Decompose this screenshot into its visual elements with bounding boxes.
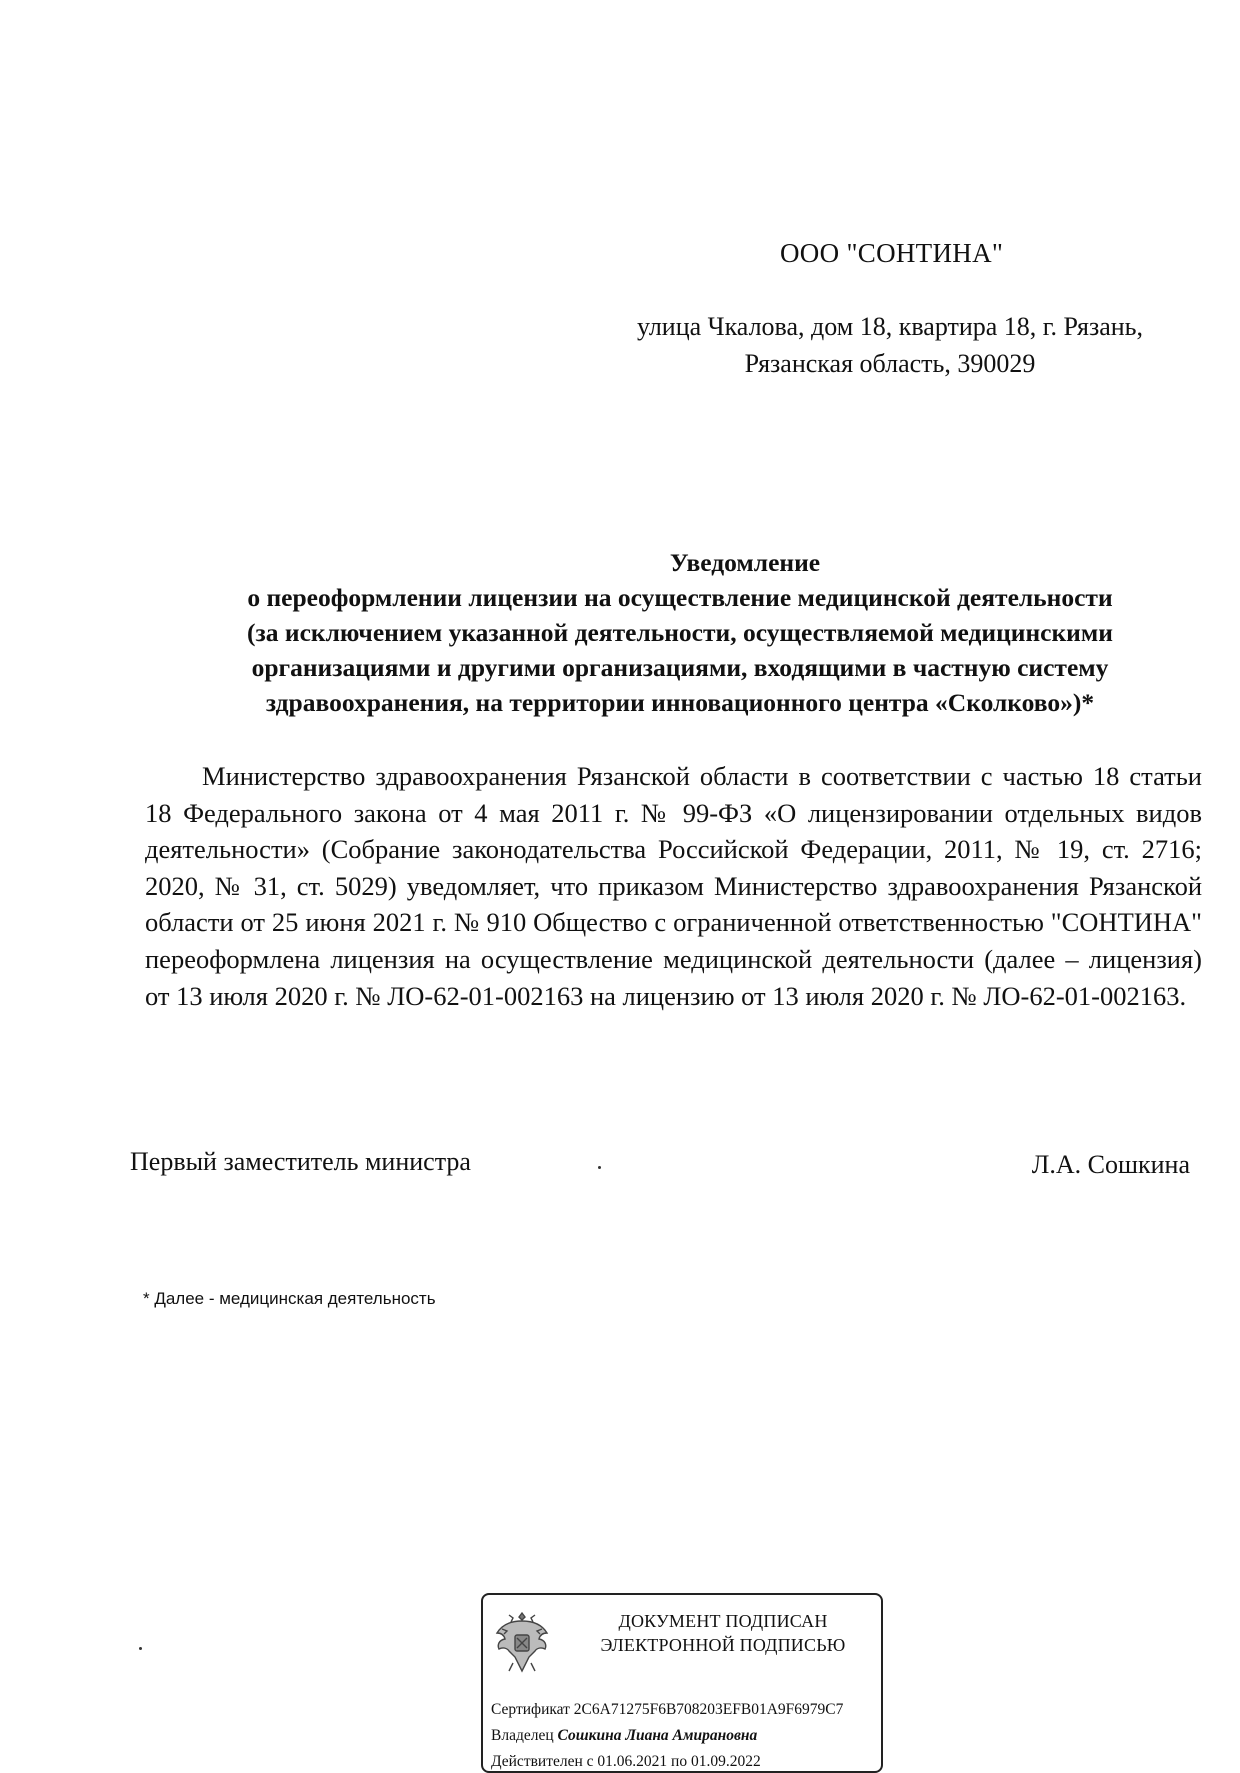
- stamp-certificate-value: 2C6A71275F6B708203EFB01A9F6979C7: [573, 1701, 844, 1718]
- scan-speck: [598, 1166, 601, 1169]
- footnote: * Далее - медицинская деятельность: [143, 1289, 436, 1308]
- stamp-owner-label: Владелец: [491, 1727, 554, 1744]
- notice-title-line: (за исключением указанной деятельности, осуществляемой медицинскими: [247, 618, 1113, 647]
- notice-title: [160, 545, 1200, 720]
- coat-of-arms-icon: [493, 1607, 551, 1679]
- recipient-name: ООО "СОНТИНА": [780, 238, 1004, 268]
- notice-title-line: здравоохранения, на территории инновационного центра «Сколково»)*: [265, 688, 1095, 717]
- notice-title-line: организациями и другими организациями, входящими в частную систему: [251, 653, 1109, 682]
- notice-title-line: о переоформлении лицензии на осуществление медицинской деятельности: [247, 583, 1113, 612]
- notice-body: Министерство здравоохранения Рязанской области в соответствии с частью 18 статьи 18 Федерального закона от 4 мая 2011 г. № 99-ФЗ «О лицензировании отдельных видов деятельности» (Собрание законодательства Российской Федерации, 2011, № 19, ст. 2716; 2020, № 31, ст. 5029) уведомляет, что приказом Министерство здравоохранения Рязанской области от 25 июня 2021 г. № 910 Общество с ограниченной ответственностью "СОНТИНА" переоформлена лицензия на осуществление медицинской деятельности (далее – лицензия) от 13 июля 2020 г. № ЛО-62-01-002163 на лицензию от 13 июля 2020 г. № ЛО-62-01-002163.: [145, 761, 1202, 1011]
- signatory-name: Л.А. Сошкина: [1031, 1150, 1190, 1179]
- stamp-owner-value: Сошкина Лиана Амирановна: [557, 1727, 758, 1744]
- stamp-owner-row: [491, 1727, 757, 1745]
- stamp-certificate-label: Сертификат: [491, 1701, 570, 1718]
- e-signature-stamp: [481, 1593, 883, 1773]
- stamp-heading-line: ДОКУМЕНТ ПОДПИСАН: [618, 1611, 828, 1631]
- stamp-certificate-row: [491, 1701, 843, 1719]
- stamp-heading-line: ЭЛЕКТРОННОЙ ПОДПИСЬЮ: [600, 1635, 846, 1655]
- recipient-address: улица Чкалова, дом 18, квартира 18, г. Рязань, Рязанская область, 390029: [636, 312, 1144, 378]
- stamp-validity-row: Действителен с 01.06.2021 по 01.09.2022: [491, 1753, 761, 1770]
- scan-speck: [139, 1647, 142, 1650]
- stamp-heading: [573, 1609, 873, 1657]
- signatory-position: Первый заместитель министра: [130, 1147, 471, 1176]
- notice-title-main: Уведомление: [669, 548, 821, 577]
